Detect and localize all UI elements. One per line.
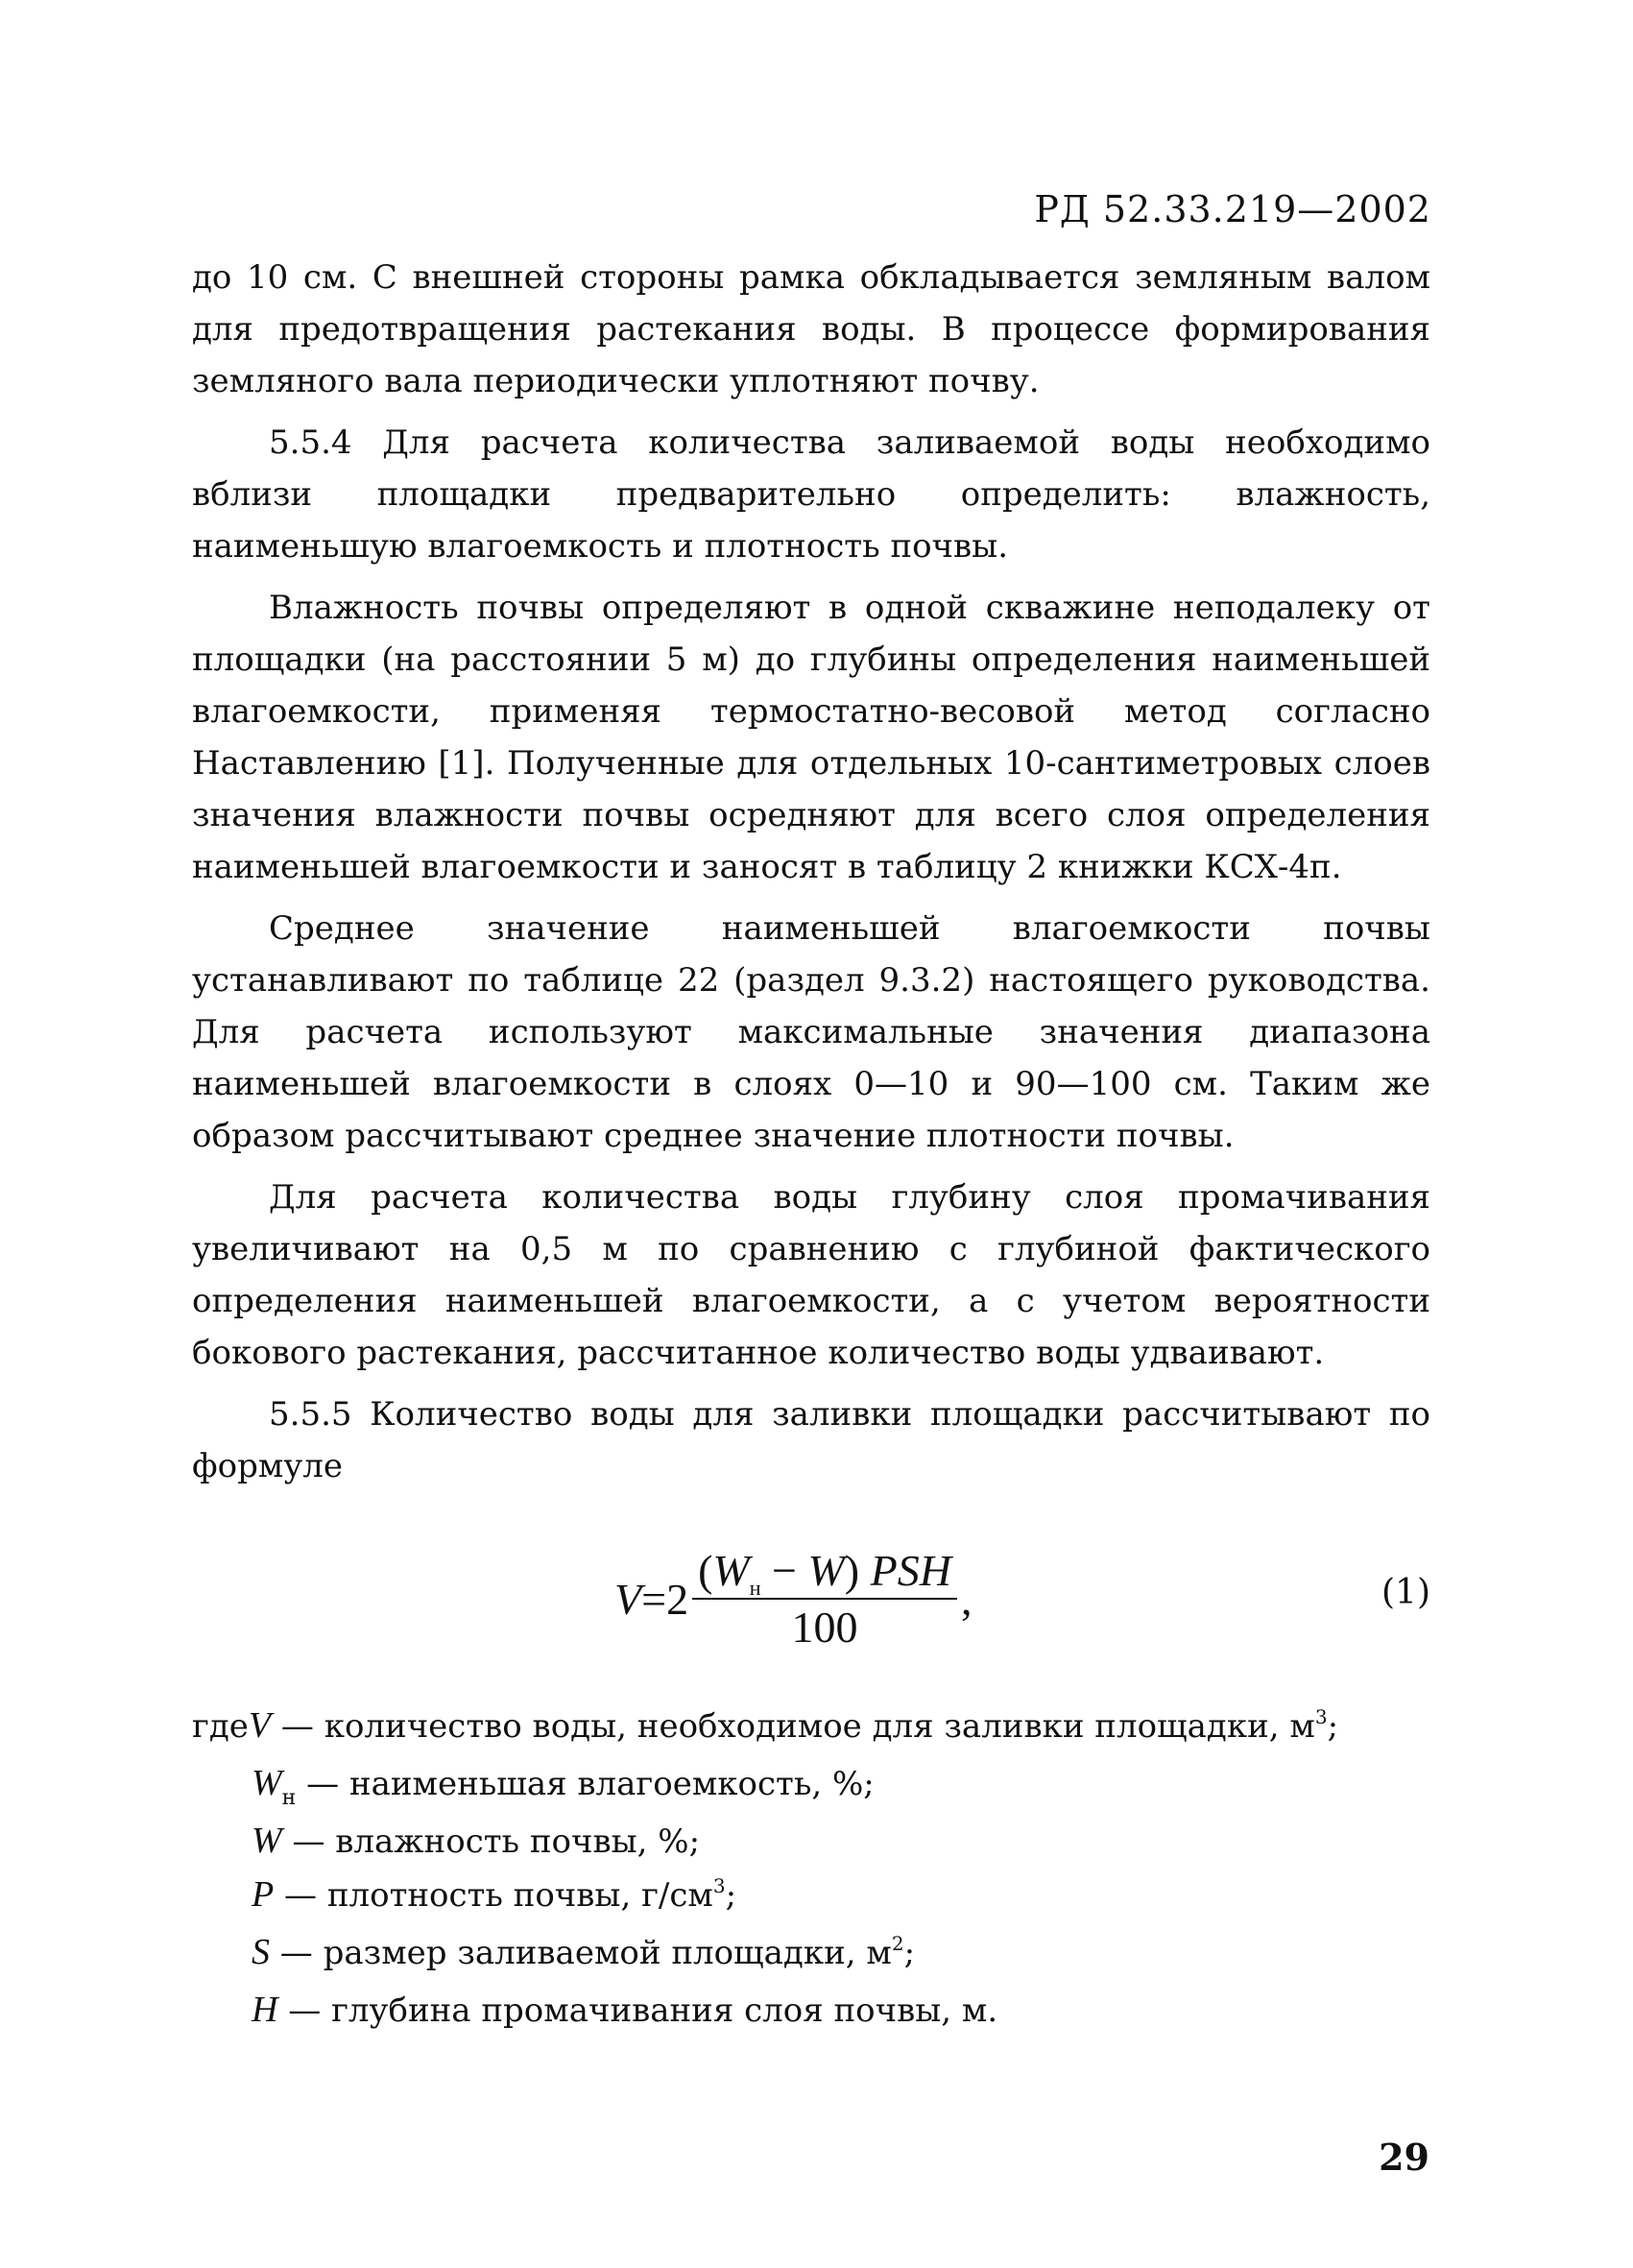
legend-text: — количество воды, необходимое для заливки площадки, м — [271, 1707, 1315, 1746]
formula-numerator — [692, 1545, 957, 1600]
legend-intro: где — [192, 1707, 249, 1746]
formula-fraction — [692, 1545, 957, 1653]
numerator-w2: W — [807, 1546, 845, 1595]
numerator-close-paren: ) — [844, 1546, 871, 1595]
legend-item — [192, 1926, 1430, 1984]
legend-symbol: W — [252, 1763, 282, 1803]
numerator-w: W — [712, 1546, 750, 1595]
formula-coefficient: 2 — [666, 1574, 689, 1624]
document-code: РД 52.33.219—2002 — [1034, 188, 1431, 230]
legend-item — [192, 1869, 1430, 1926]
page-number: 29 — [1379, 2135, 1429, 2179]
paragraph-water-amount: Для расчета количества воды глубину слоя промачивания увеличивают на 0,5 м по сравнению с глубиной фактического определения наименьшей влагоемкости, а с учетом вероятности бокового растекания, рассчитанное количество воды удваивают. — [192, 1178, 1430, 1372]
formula-lhs: V — [614, 1574, 642, 1624]
water-volume-formula — [614, 1527, 972, 1671]
legend-text: — размер заливаемой площадки, м — [270, 1934, 892, 1972]
paragraph-continuation: до 10 см. С внешней стороны рамка обкладывается земляным валом для предотвращения растекания воды. В процессе формирования земляного вала периодически уплотняют почву. — [192, 258, 1430, 400]
legend-symbol: W — [252, 1821, 282, 1861]
legend-text: — наименьшая влагоемкость, %; — [296, 1765, 875, 1803]
legend-end: ; — [1327, 1707, 1339, 1746]
legend-item — [192, 1984, 1430, 2038]
paragraph-field-capacity: Среднее значение наименьшей влагоемкости почвы устанавливают по таблице 22 (раздел 9.3.2) настоящего руководства. Для расчета используют максимальные значения диапазона наименьшей влагоемкости в слоях 0—10 и 90—100 см. Таким же образом рассчитывают среднее значение плотности почвы. — [192, 909, 1430, 1155]
paragraph-5-5-4: 5.5.4 Для расчета количества заливаемой воды необходимо вблизи площадки предварительно определить: влажность, наименьшую влагоемкость и плотность почвы. — [192, 423, 1430, 566]
formula-equals: = — [641, 1574, 667, 1624]
formula-trailing-comma: , — [960, 1574, 973, 1624]
legend-item — [192, 1700, 1430, 1757]
paragraph-5-5-5: 5.5.5 Количество воды для заливки площадки рассчитывают по формуле — [192, 1395, 1430, 1485]
numerator-open-paren: ( — [698, 1546, 713, 1595]
legend-superscript: 3 — [712, 1874, 726, 1897]
legend-symbol: H — [252, 1990, 278, 2030]
legend-symbol: V — [248, 1705, 272, 1746]
legend-text: — глубина промачивания слоя почвы, м. — [277, 1991, 998, 2030]
numerator-vars: PSH — [870, 1546, 951, 1595]
legend-symbol-subscript: н — [281, 1786, 297, 1810]
legend-text: — плотность почвы, г/см — [274, 1876, 713, 1915]
formula-denominator: 100 — [791, 1603, 858, 1652]
formula-row — [192, 1527, 1430, 1671]
legend-superscript: 2 — [891, 1932, 904, 1955]
legend-text: — влажность почвы, %; — [281, 1822, 701, 1861]
formula-legend — [192, 1700, 1430, 2038]
legend-superscript: 3 — [1314, 1705, 1328, 1728]
legend-end: ; — [903, 1934, 916, 1972]
legend-item — [192, 1815, 1430, 1869]
legend-symbol: P — [252, 1874, 275, 1915]
equation-number: (1) — [1381, 1573, 1430, 1612]
paragraph-soil-moisture: Влажность почвы определяют в одной скважине неподалеку от площадки (на расстоянии 5 м) до глубины определения наименьшей влагоемкости, применяя термостатно-весовой метод согласно Наставлению [1]. Полученные для отдельных 10-сантиметровых слоев значения влажности почвы осредняют для всего слоя определения наименьшей влагоемкости и заносят в таблицу 2 книжки КСХ-4п. — [192, 589, 1430, 886]
legend-end: ; — [725, 1876, 737, 1915]
body-text — [192, 252, 1430, 1502]
numerator-w-subscript: н — [749, 1576, 761, 1600]
numerator-minus: − — [760, 1546, 808, 1595]
legend-symbol: S — [252, 1932, 270, 1972]
legend-item — [192, 1757, 1430, 1815]
